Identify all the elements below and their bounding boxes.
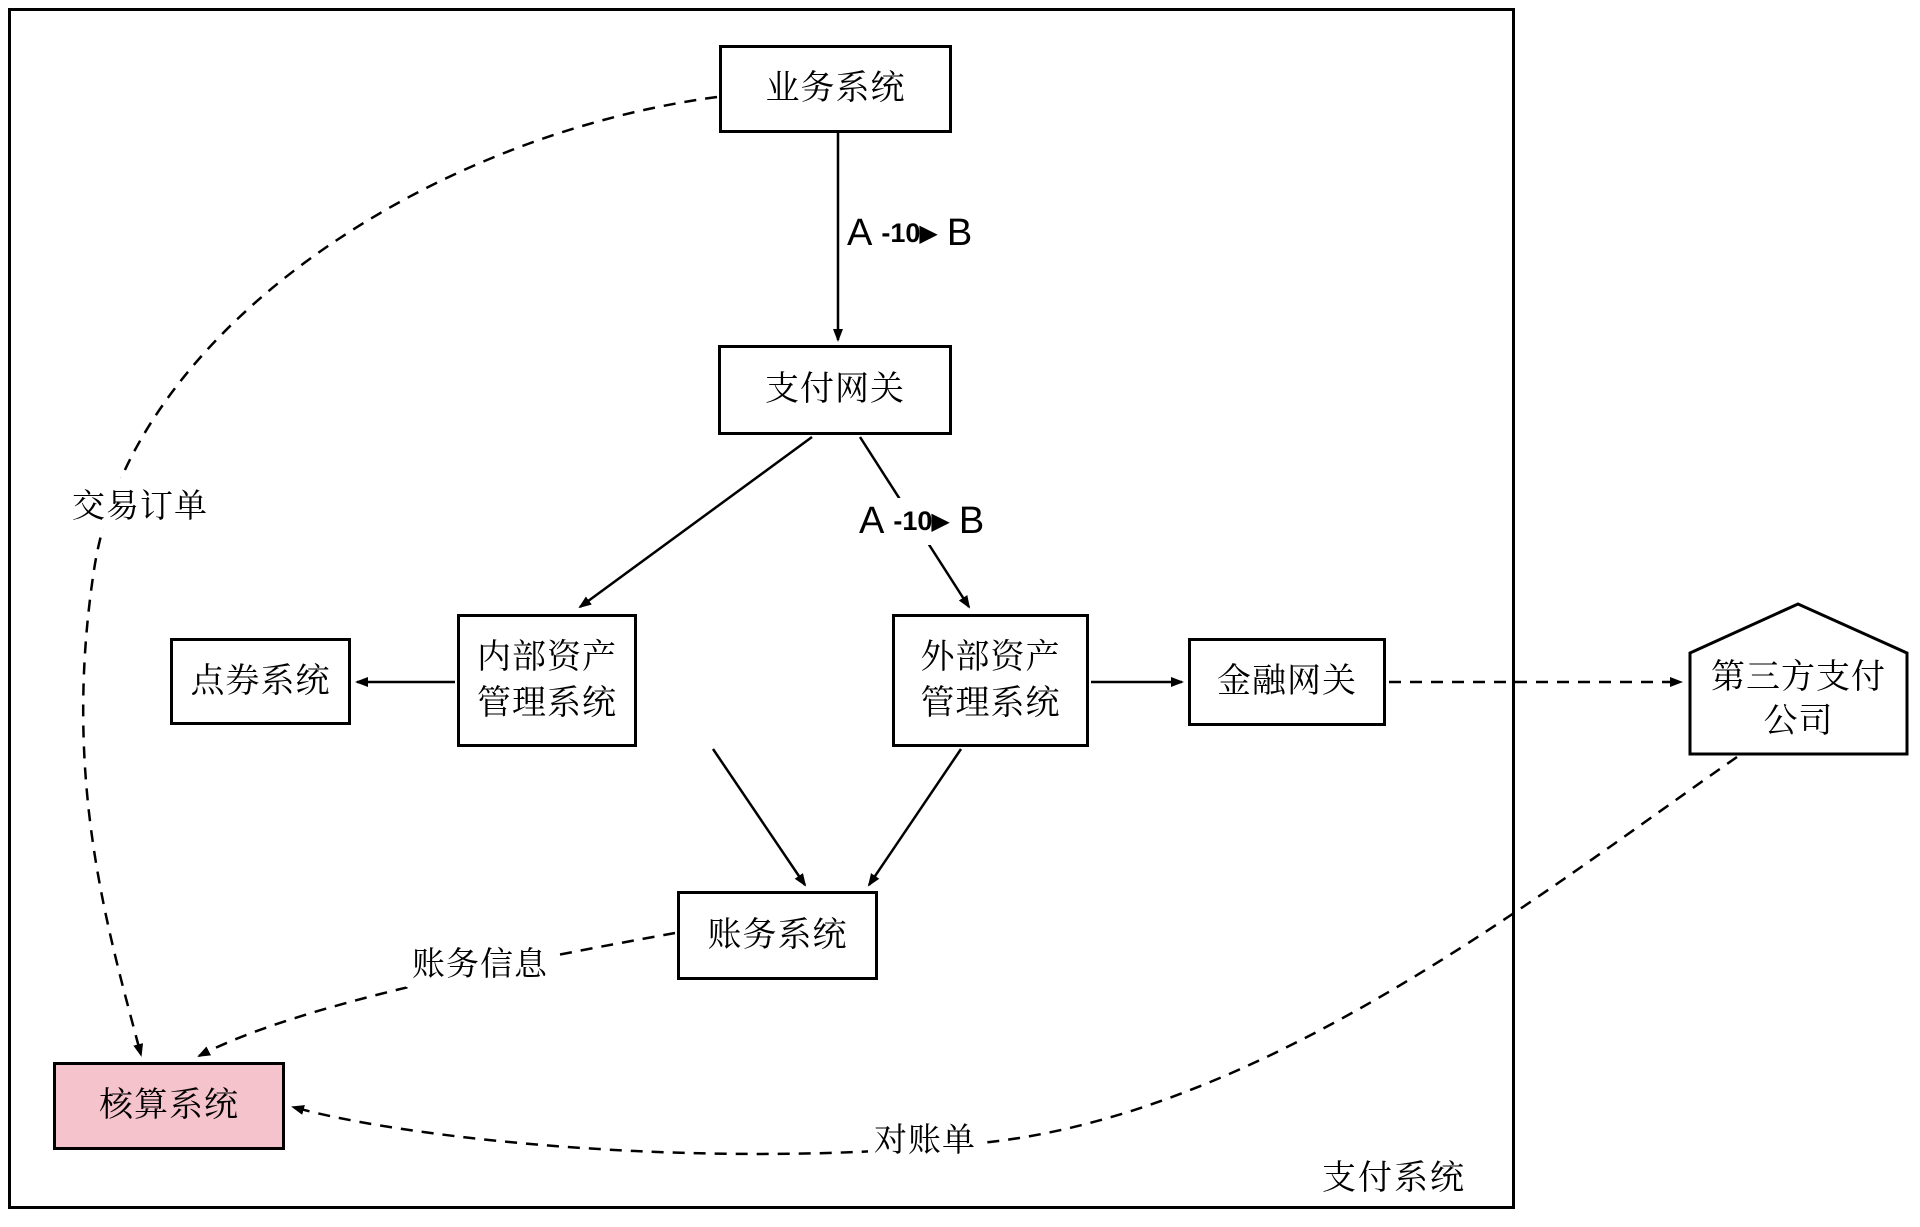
mini-arrow-icon: ▶ bbox=[919, 219, 938, 247]
node-voucher-system bbox=[170, 638, 351, 725]
mini-arrow-icon: ▶ bbox=[931, 507, 950, 535]
node-label-line2: 管理系统 bbox=[477, 683, 617, 722]
payment-system-boundary bbox=[8, 8, 1515, 1209]
node-label bbox=[1688, 649, 1909, 749]
transfer-to: B bbox=[958, 500, 985, 542]
node-payment-gateway bbox=[718, 345, 952, 435]
edge-label-billing-info: 账务信息 bbox=[406, 936, 554, 987]
transfer-label-mid bbox=[855, 498, 988, 545]
node-label-line2: 公司 bbox=[1763, 702, 1834, 740]
node-label-line2: 管理系统 bbox=[920, 683, 1061, 722]
node-billing-system bbox=[677, 891, 878, 980]
transfer-amount: -10 bbox=[881, 218, 921, 248]
node-label: 核算系统 bbox=[99, 1086, 239, 1125]
node-third-party-payment bbox=[1688, 601, 1909, 757]
node-internal-asset-system bbox=[457, 614, 637, 747]
transfer-mini-arrow bbox=[881, 218, 938, 249]
transfer-label-top bbox=[843, 210, 976, 257]
payment-system-label: 支付系统 bbox=[1322, 1159, 1466, 1197]
node-label: 业务系统 bbox=[765, 69, 906, 108]
transfer-to: B bbox=[946, 212, 973, 254]
node-label-line1: 外部资产 bbox=[920, 637, 1061, 676]
transfer-from: A bbox=[859, 500, 885, 542]
node-business-system bbox=[719, 45, 952, 133]
node-label: 点券系统 bbox=[190, 661, 331, 700]
node-label-line1: 第三方支付 bbox=[1711, 657, 1886, 696]
node-label-line1: 内部资产 bbox=[477, 637, 617, 676]
node-external-asset-system bbox=[892, 614, 1089, 747]
transfer-from: A bbox=[847, 212, 873, 254]
node-label: 账务系统 bbox=[707, 915, 848, 954]
node-label: 支付网关 bbox=[765, 370, 905, 409]
node-label: 金融网关 bbox=[1217, 662, 1357, 701]
edge-label-statement: 对账单 bbox=[868, 1112, 982, 1163]
transfer-mini-arrow bbox=[893, 506, 950, 537]
edge-label-trade-order: 交易订单 bbox=[66, 478, 214, 529]
node-finance-gateway bbox=[1188, 638, 1386, 726]
transfer-amount: -10 bbox=[893, 506, 933, 536]
node-reconciliation-system bbox=[53, 1062, 285, 1150]
